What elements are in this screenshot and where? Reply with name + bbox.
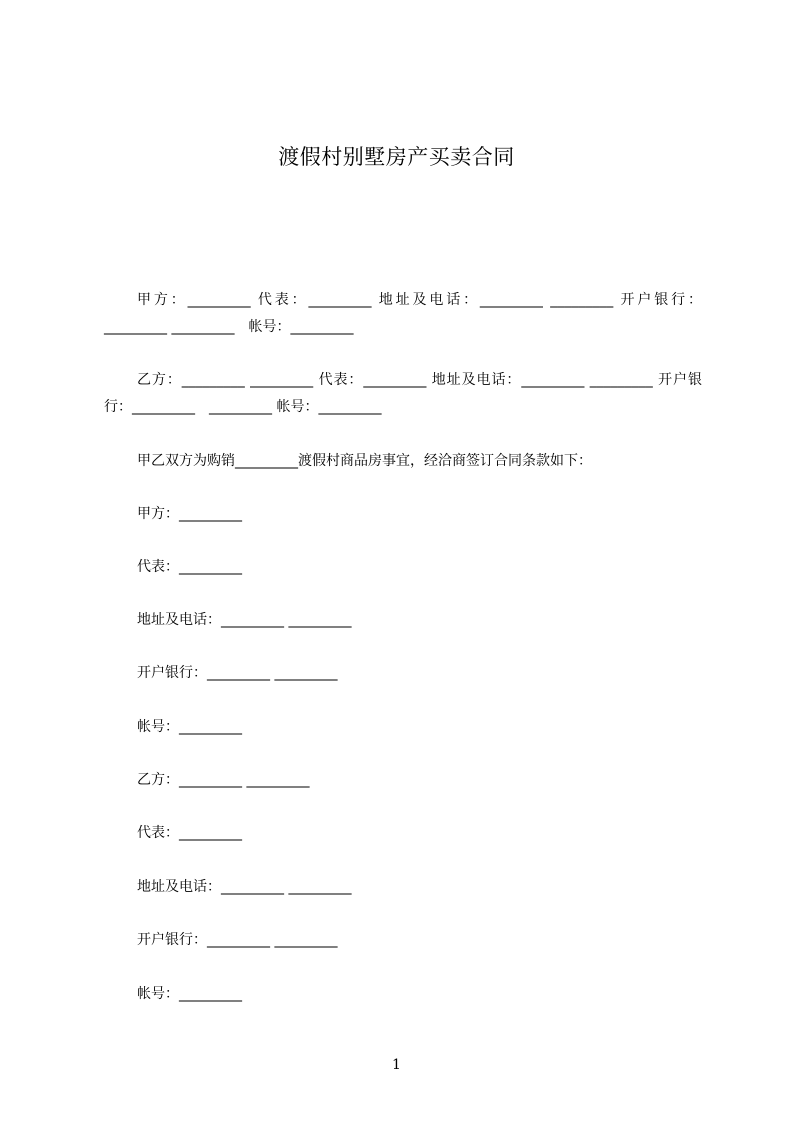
field-party-a: 甲方：_________ (137, 506, 242, 522)
field-party-b-representative: 代表：_________ (137, 825, 242, 841)
page-number: 1 (392, 1057, 401, 1073)
field-party-b-bank: 开户银行：_________ _________ (137, 932, 338, 948)
purpose-paragraph: 甲乙双方为购销_________渡假村商品房事宜，经洽商签订合同条款如下： (137, 453, 592, 469)
field-party-a-representative: 代表：_________ (137, 559, 242, 575)
field-party-b: 乙方：_________ _________ (137, 772, 310, 788)
field-party-b-account: 帐号：_________ (137, 986, 242, 1002)
field-party-b-address-phone: 地址及电话：_________ _________ (137, 879, 352, 895)
field-party-a-address-phone: 地址及电话：_________ _________ (137, 612, 352, 628)
field-party-a-account: 帐号：_________ (137, 719, 242, 735)
document-title: 渡假村别墅房产买卖合同 (278, 145, 515, 169)
party-b-intro-paragraph: 乙方：_________ _________ 代表：_________ 地址及电话：_________ _________ 开户银行：_________ _________ 帐号：_________ (104, 372, 702, 415)
field-party-a-bank: 开户银行：_________ _________ (137, 665, 338, 681)
party-a-intro-paragraph: 甲方：_________ 代表：_________ 地址及电话：_________ _________ 开户银行：_________ _________ 帐号：_________ (104, 292, 702, 335)
